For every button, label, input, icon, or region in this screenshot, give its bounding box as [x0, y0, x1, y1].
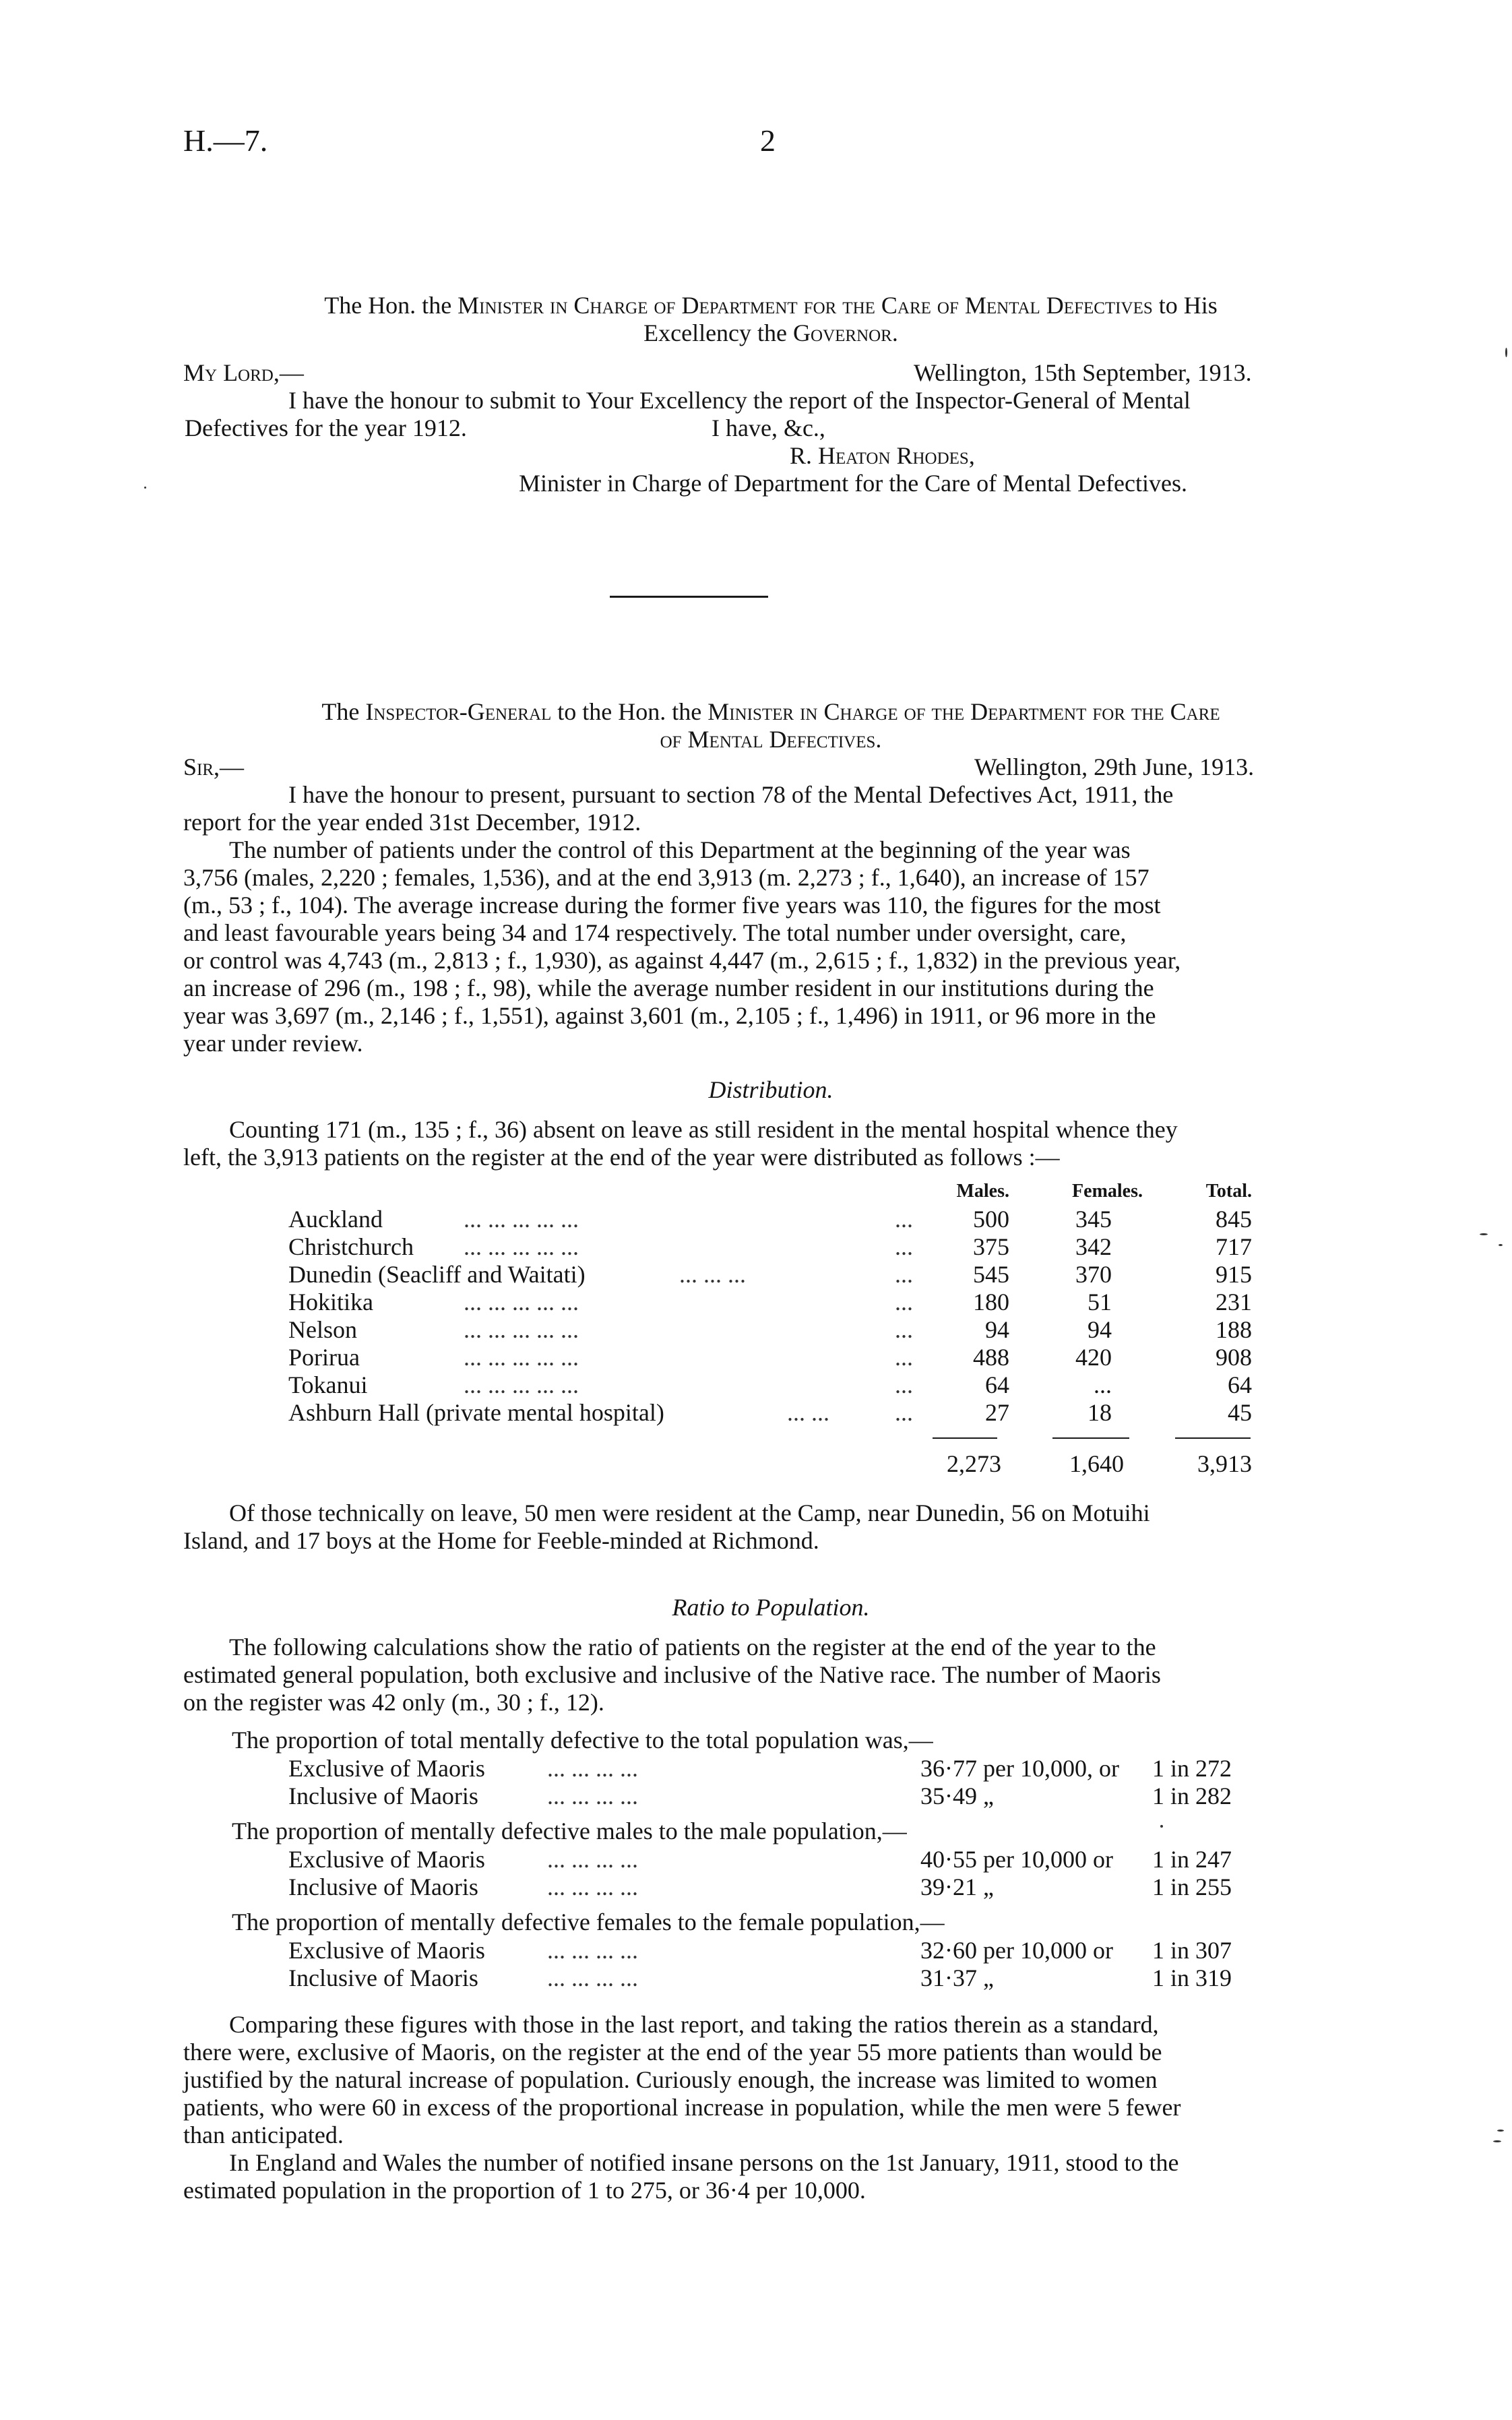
ratio-group-label: The proportion of mentally defective females to the female population,— [232, 1909, 945, 1935]
compare-line: there were, exclusive of Maoris, on the register at the end of the year 55 more patients than would be [183, 2039, 1162, 2066]
ratio-intro-line: The following calculations show the ratio of patients on the register at the end of the year to the [229, 1634, 1156, 1661]
scan-mark [1480, 1233, 1488, 1235]
row-leader-dots: ... ... ... ... ... [464, 1371, 579, 1398]
ratio-row-one-in: 1 in 282 [1152, 1782, 1232, 1809]
row-females: ... [1094, 1371, 1112, 1398]
letter2-heading-line1 [183, 698, 1358, 726]
row-females: 18 [1088, 1399, 1112, 1426]
scan-mark [1493, 2140, 1501, 2142]
distribution-intro-line: left, the 3,913 patients on the register at the end of the year were distributed as follows :— [183, 1144, 1060, 1171]
row-hospital-name: Dunedin (Seacliff and Waitati) [288, 1261, 586, 1288]
row-leader-dots: ... [895, 1289, 913, 1315]
letter2-heading-part: Inspector-General [365, 698, 552, 725]
letter1-signatory: R. Heaton Rhodes, [790, 442, 975, 469]
ratio-row-per: 40·55 per 10,000 or [920, 1846, 1113, 1873]
ratio-intro-line: estimated general population, both exclusive and inclusive of the Native race. The number of Maoris [183, 1661, 1161, 1688]
row-total: 231 [1216, 1289, 1252, 1315]
row-females: 370 [1075, 1261, 1112, 1288]
row-leader-dots: ... ... ... ... ... [464, 1316, 579, 1343]
ratio-row [288, 1754, 485, 1782]
total-rule-females [1052, 1437, 1129, 1439]
row-total: 45 [1228, 1399, 1252, 1426]
row-total: 845 [1216, 1206, 1252, 1233]
letter1-heading-part: Minister in Charge of Department for the Care of Mental Defectives [458, 292, 1153, 319]
ratio-row-one-in: 1 in 272 [1152, 1755, 1232, 1782]
row-females: 420 [1075, 1344, 1112, 1371]
column-header-males: Males. [956, 1181, 1009, 1202]
table-row [288, 1344, 1252, 1371]
ratio-intro-line: on the register was 42 only (m., 30 ; f., 12). [183, 1689, 604, 1716]
section-divider [610, 596, 768, 598]
para2-line: (m., 53 ; f., 104). The average increase during the former five years was 110, the figures for the most [183, 892, 1161, 919]
england-line: In England and Wales the number of notified insane persons on the 1st January, 1911, stood to the [229, 2149, 1179, 2176]
document-reference: H.—7. [183, 123, 268, 158]
ratio-row-name: Exclusive of Maoris [288, 1937, 485, 1964]
table-row [288, 1261, 1252, 1289]
total-rule-males [933, 1437, 997, 1439]
letter2-heading-part: Minister in Charge of the Department for the Care [707, 698, 1220, 725]
row-leader-dots: ... [895, 1261, 913, 1288]
ratio-group-label: The proportion of mentally defective males to the male population,— [232, 1818, 907, 1844]
letter1-signatory-title: Minister in Charge of Department for the Care of Mental Defectives. [519, 470, 1188, 497]
letter2-heading-line2: of Mental Defectives. [660, 726, 882, 753]
row-hospital-name: Porirua [288, 1344, 360, 1371]
total-rule-total [1175, 1437, 1251, 1439]
page-number: 2 [760, 123, 776, 158]
row-males: 27 [985, 1399, 1009, 1426]
distribution-heading: Distribution. [708, 1076, 833, 1103]
row-males: 64 [985, 1371, 1009, 1398]
scan-mark [1505, 348, 1507, 357]
row-leader-dots: ... [895, 1344, 913, 1371]
totals-females: 1,640 [1069, 1450, 1124, 1477]
ratio-row-name: Inclusive of Maoris [288, 1782, 478, 1809]
scan-mark [1497, 2130, 1504, 2132]
scan-mark [1160, 1825, 1163, 1828]
row-males: 488 [973, 1344, 1009, 1371]
para2-line: and least favourable years being 34 and 174 respectively. The total number under oversight, care, [183, 919, 1127, 946]
row-males: 545 [973, 1261, 1009, 1288]
table-row [288, 1206, 1252, 1233]
distribution-intro-line: Counting 171 (m., 135 ; f., 36) absent on leave as still resident in the mental hospital whence they [229, 1116, 1178, 1143]
row-leader-dots: ... [895, 1371, 913, 1398]
row-leader-dots: ... ... ... [679, 1261, 746, 1288]
ratio-row-name: Inclusive of Maoris [288, 1873, 478, 1900]
ratio-row-name: Inclusive of Maoris [288, 1964, 478, 1991]
column-header-females: Females. [1072, 1181, 1143, 1202]
row-females: 345 [1075, 1206, 1112, 1233]
para1-line: I have the honour to present, pursuant to section 78 of the Mental Defectives Act, 1911, the [288, 781, 1174, 808]
row-total: 717 [1216, 1233, 1252, 1260]
ratio-row-dots: ... ... ... ... [547, 1964, 638, 1991]
row-leader-dots: ... [895, 1399, 913, 1426]
row-males: 375 [973, 1233, 1009, 1260]
row-males: 180 [973, 1289, 1009, 1315]
compare-line: justified by the natural increase of population. Curiously enough, the increase was limited to women [183, 2066, 1158, 2093]
table-row [288, 1316, 1252, 1344]
ratio-row-dots: ... ... ... ... [547, 1873, 638, 1900]
distribution-table [288, 1206, 1252, 1427]
para2-line: an increase of 296 (m., 198 ; f., 98), while the average number resident in our institutions during the [183, 974, 1154, 1001]
ratio-row-per: 32·60 per 10,000 or [920, 1937, 1113, 1964]
scan-mark [144, 487, 146, 489]
letter1-heading-line2 [183, 319, 1358, 347]
distribution-after-line: Of those technically on leave, 50 men were resident at the Camp, near Dunedin, 56 on Motuihi [229, 1499, 1150, 1526]
ratio-row-per: 31·37 „ [920, 1964, 994, 1991]
column-header-total: Total. [1205, 1181, 1252, 1202]
letter2-place-date: Wellington, 29th June, 1913. [974, 753, 1255, 780]
row-total: 64 [1228, 1371, 1252, 1398]
compare-line: patients, who were 60 in excess of the proportional increase in population, while the men were 5 fewer [183, 2094, 1181, 2121]
letter1-body-line1: I have the honour to submit to Your Excellency the report of the Inspector-General of Mental [288, 387, 1191, 414]
row-males: 500 [973, 1206, 1009, 1233]
letter1-heading-part: The Hon. the [324, 292, 458, 319]
row-females: 94 [1088, 1316, 1112, 1343]
row-total: 188 [1216, 1316, 1252, 1343]
ratio-row-one-in: 1 in 247 [1152, 1846, 1232, 1873]
row-hospital-name: Hokitika [288, 1289, 373, 1315]
para2-line: or control was 4,743 (m., 2,813 ; f., 1,930), as against 4,447 (m., 2,615 ; f., 1,832) in the previous year, [183, 947, 1181, 974]
ratio-row-dots: ... ... ... ... [547, 1937, 638, 1964]
table-row [288, 1399, 1252, 1427]
compare-line: Comparing these figures with those in the last report, and taking the ratios therein as a standard, [229, 2011, 1159, 2038]
row-leader-dots: ... ... ... ... ... [464, 1206, 579, 1233]
letter1-place-date: Wellington, 15th September, 1913. [914, 359, 1252, 386]
row-total: 915 [1216, 1261, 1252, 1288]
letter2-heading-part: to the Hon. the [551, 698, 708, 725]
table-row [288, 1371, 1252, 1399]
row-total: 908 [1216, 1344, 1252, 1371]
distribution-after-line: Island, and 17 boys at the Home for Feeble-minded at Richmond. [183, 1527, 819, 1554]
para2-line: year under review. [183, 1030, 363, 1057]
table-row [288, 1289, 1252, 1316]
ratio-row-dots: ... ... ... ... [547, 1846, 638, 1873]
letter1-heading-part: Governor. [793, 319, 898, 346]
ratio-row-one-in: 1 in 319 [1152, 1964, 1232, 1991]
totals-males: 2,273 [947, 1450, 1001, 1477]
ratio-row-one-in: 1 in 255 [1152, 1873, 1232, 1900]
row-females: 51 [1088, 1289, 1112, 1315]
ratio-row-per: 35·49 „ [920, 1782, 994, 1809]
letter1-salutation: My Lord,— [183, 359, 304, 386]
row-leader-dots: ... ... ... ... ... [464, 1233, 579, 1260]
ratio-row-name: Exclusive of Maoris [288, 1755, 485, 1782]
row-hospital-name: Tokanui [288, 1371, 368, 1398]
row-hospital-name: Christchurch [288, 1233, 414, 1260]
ratio-row-per: 39·21 „ [920, 1873, 994, 1900]
scan-mark [1499, 1244, 1503, 1246]
row-leader-dots: ... [895, 1233, 913, 1260]
para1-line: report for the year ended 31st December, 1912. [183, 809, 641, 836]
row-males: 94 [985, 1316, 1009, 1343]
ratio-heading: Ratio to Population. [672, 1594, 870, 1621]
totals-total: 3,913 [1197, 1450, 1252, 1477]
row-hospital-name: Auckland [288, 1206, 383, 1233]
table-row [288, 1233, 1252, 1261]
ratio-group-label: The proportion of total mentally defective to the total population was,— [232, 1727, 933, 1754]
letter1-heading-part: Excellency the [643, 319, 794, 346]
ratio-row-per: 36·77 per 10,000, or [920, 1755, 1119, 1782]
para2-line: 3,756 (males, 2,220 ; females, 1,536), and at the end 3,913 (m. 2,273 ; f., 1,640), an increase of 157 [183, 864, 1149, 891]
row-leader-dots: ... ... ... ... ... [464, 1289, 579, 1315]
compare-line: than anticipated. [183, 2121, 344, 2148]
row-leader-dots: ... [895, 1206, 913, 1233]
row-hospital-name: Nelson [288, 1316, 357, 1343]
ratio-row-one-in: 1 in 307 [1152, 1937, 1232, 1964]
para2-line: The number of patients under the control of this Department at the beginning of the year was [229, 836, 1131, 863]
letter2-salutation: Sir,— [183, 753, 245, 780]
ratio-row-dots: ... ... ... ... [547, 1755, 638, 1782]
row-leader-dots: ... ... [787, 1399, 829, 1426]
letter1-heading-part: to His [1152, 292, 1218, 319]
letter1-closing: I have, &c., [712, 414, 825, 441]
letter1-body-line2: Defectives for the year 1912. [185, 414, 467, 441]
england-line: estimated population in the proportion of 1 to 275, or 36·4 per 10,000. [183, 2177, 866, 2204]
ratio-row-name: Exclusive of Maoris [288, 1846, 485, 1873]
row-leader-dots: ... ... ... ... ... [464, 1344, 579, 1371]
row-leader-dots: ... [895, 1316, 913, 1343]
row-hospital-name: Ashburn Hall (private mental hospital) [288, 1399, 664, 1426]
letter2-heading-part: The [321, 698, 366, 725]
letter1-heading-line1 [183, 292, 1358, 319]
ratio-row-dots: ... ... ... ... [547, 1782, 638, 1809]
para2-line: year was 3,697 (m., 2,146 ; f., 1,551), against 3,601 (m., 2,105 ; f., 1,496) in 1911, or 96 more in the [183, 1002, 1156, 1029]
row-females: 342 [1075, 1233, 1112, 1260]
